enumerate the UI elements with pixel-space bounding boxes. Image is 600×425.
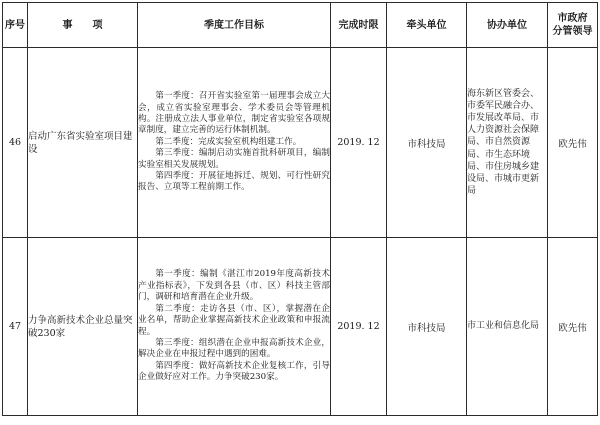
goal-q3: 第三季度：组织潜在企业申报高新技术企业，解决企业在申报过程中遇到的困难。 (138, 337, 330, 360)
header-item: 事 项 (28, 3, 138, 48)
header-deadline: 完成时限 (331, 3, 387, 48)
table-row (3, 238, 598, 416)
goal-q4: 第四季度：做好高新技术企业复核工作，引导企业做好应对工作。力争突破230家。 (138, 360, 330, 383)
goal-q2: 第二季度：完成实验室机构组建工作。 (155, 136, 302, 147)
row-leader: 欧先伟 (548, 238, 598, 416)
header-lead: 牵头单位 (387, 3, 467, 48)
row-leader: 欧先伟 (548, 48, 598, 238)
table-row (3, 48, 598, 238)
goal-q2: 第二季度：走访各县（市、区），掌握潜在企业名单，帮助企业掌握高新技术企业政策和申报流程。 (138, 303, 330, 337)
header-goal: 季度工作目标 (138, 3, 331, 48)
row-deadline: 2019. 12 (331, 238, 387, 416)
row-deadline: 2019. 12 (331, 48, 387, 238)
row-assist: 海东新区管委会、市委军民融合办、市发展改革局、市人力资源社会保障局、市自然资源局、市生态环境局、市住房城乡建设局、市城市更新局 (467, 48, 548, 238)
row-no: 46 (3, 48, 28, 238)
row-goals (138, 48, 331, 238)
goal-q1: 第一季度：召开省实验室第一届理事会成立大会，成立省实验室理事会、学术委员会等管理机构。注册成立法人事业单位，制定省实验室各项规章制度，建立完善的运行体制机制。 (138, 91, 330, 136)
header-leader (548, 3, 598, 48)
goal-q4: 第四季度：开展征地拆迁、规划、可行性研究报告、立项等工程前期工作。 (138, 171, 330, 193)
row-item: 启动广东省实验室项目建设 (28, 48, 138, 238)
goal-q3: 第三季度：编制启动实施首批科研项目，编制实验室相关发展规划。 (138, 148, 330, 170)
row-lead: 市科技局 (387, 238, 467, 416)
task-table (2, 2, 598, 416)
header-no: 序号 (3, 3, 28, 48)
row-no: 47 (3, 238, 28, 416)
table-header-row (3, 3, 598, 48)
row-lead: 市科技局 (387, 48, 467, 238)
header-leader-line1: 市政府 (557, 13, 588, 24)
header-leader-line2: 分管领导 (552, 26, 593, 37)
row-goals (138, 238, 331, 416)
header-assist: 协办单位 (467, 3, 548, 48)
row-assist: 市工业和信息化局 (467, 238, 548, 416)
goal-q1: 第一季度：编制《湛江市2019年度高新技术产业指标表》，下发到各县（市、区）科技主管部门，调研和培育潜在企业升级。 (138, 269, 330, 303)
row-item: 力争高新技术企业总量突破230家 (28, 238, 138, 416)
